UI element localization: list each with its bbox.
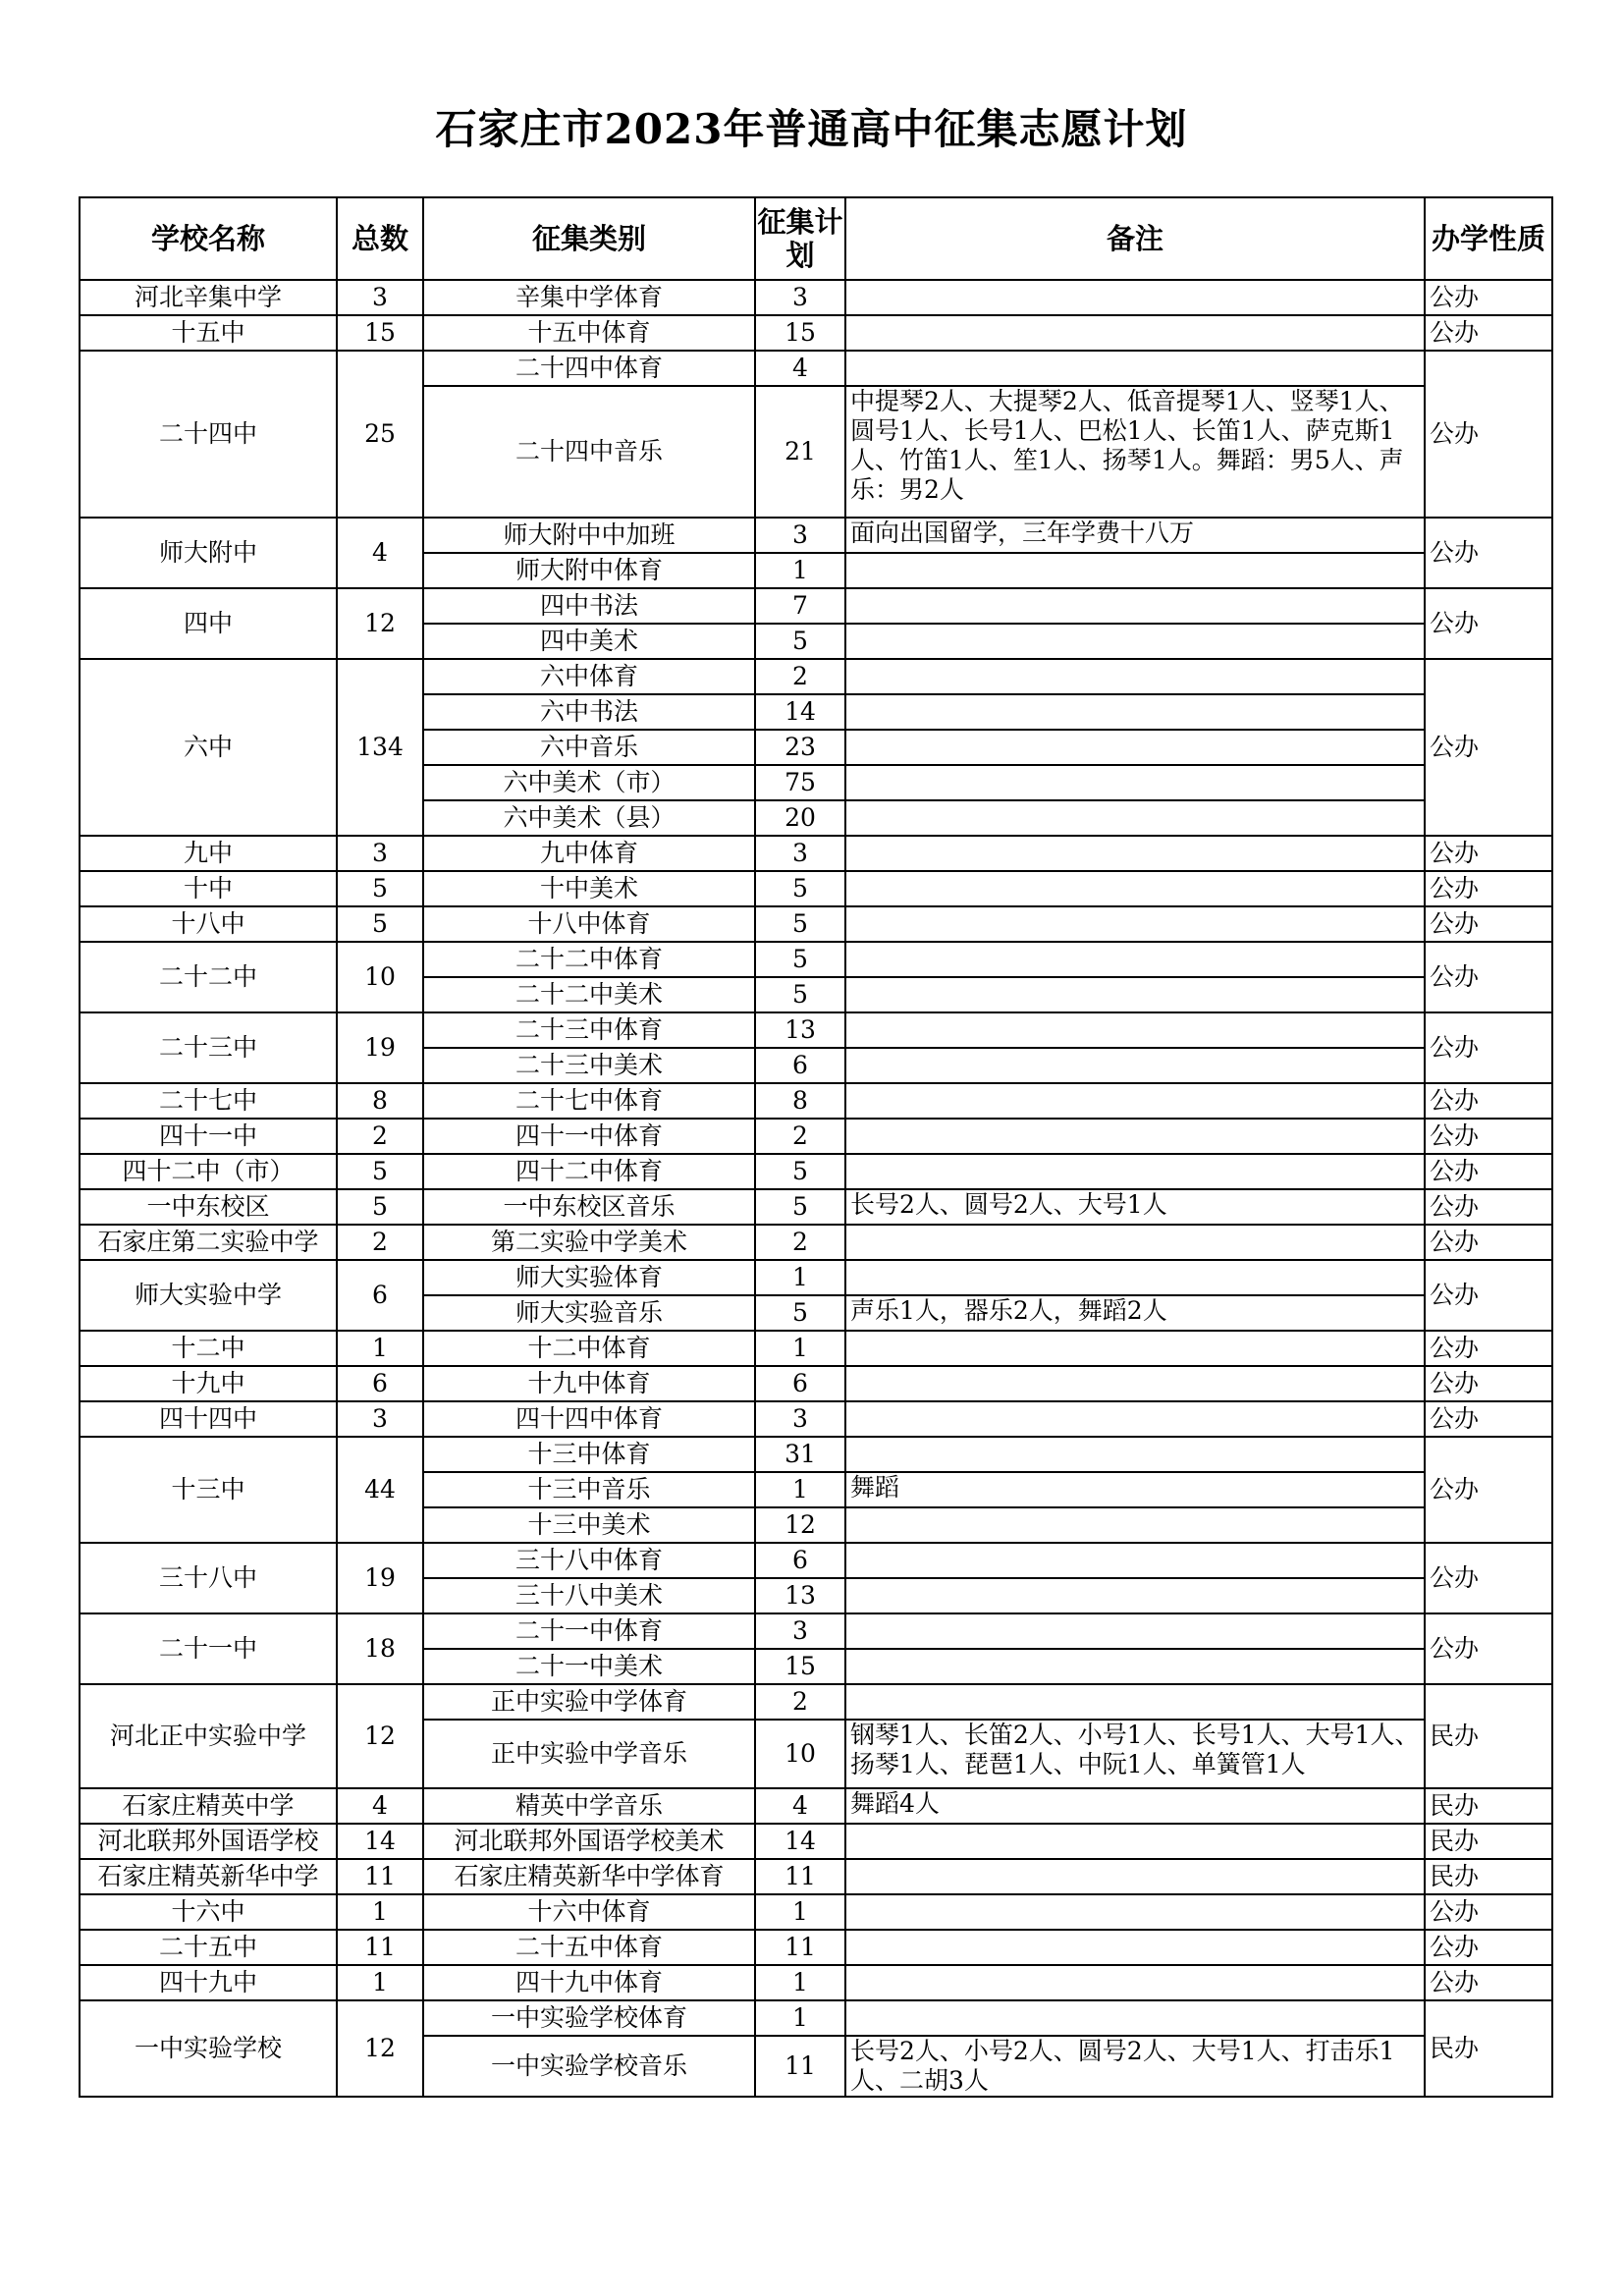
note-cell: 长号2人、小号2人、圆号2人、大号1人、打击乐1人、二胡3人 [845,2036,1425,2097]
plan-cell: 5 [755,906,845,942]
total-cell: 1 [337,1894,423,1930]
total-cell: 5 [337,1154,423,1189]
plan-cell: 1 [755,1260,845,1295]
school-name-cell: 四十二中（市） [80,1154,337,1189]
plan-cell: 14 [755,1824,845,1859]
note-cell [845,1437,1425,1472]
school-name-cell: 石家庄第二实验中学 [80,1225,337,1260]
plan-cell: 4 [755,351,845,386]
category-cell: 师大实验音乐 [423,1295,755,1331]
total-cell: 6 [337,1260,423,1331]
school-name-cell: 一中实验学校 [80,2000,337,2097]
category-cell: 二十二中体育 [423,942,755,977]
plan-cell: 13 [755,1578,845,1613]
table-row [80,1684,1552,1720]
plan-cell: 21 [755,386,845,518]
plan-cell: 5 [755,1295,845,1331]
note-cell [845,1119,1425,1154]
table-header-row [80,197,1552,280]
school-name-cell: 二十二中 [80,942,337,1012]
school-name-cell: 十中 [80,871,337,906]
plan-cell: 5 [755,942,845,977]
category-cell: 二十二中美术 [423,977,755,1012]
plan-cell: 10 [755,1720,845,1788]
nature-cell: 公办 [1425,351,1552,518]
plan-cell: 11 [755,1930,845,1965]
plan-cell: 11 [755,1859,845,1894]
plan-cell: 5 [755,624,845,659]
plan-cell: 1 [755,2000,845,2036]
school-name-cell: 九中 [80,836,337,871]
note-cell [845,871,1425,906]
nature-cell: 公办 [1425,280,1552,315]
table-row [80,518,1552,553]
plan-cell: 13 [755,1012,845,1048]
category-cell: 十中美术 [423,871,755,906]
category-cell: 六中美术（市） [423,765,755,800]
total-cell: 8 [337,1083,423,1119]
nature-cell: 公办 [1425,1189,1552,1225]
category-cell: 精英中学音乐 [423,1788,755,1824]
plan-cell: 1 [755,553,845,588]
header-category: 征集类别 [423,197,755,280]
plan-cell: 15 [755,1649,845,1684]
table-row [80,280,1552,315]
header-nature: 办学性质 [1425,197,1552,280]
plan-cell: 3 [755,518,845,553]
total-cell: 18 [337,1613,423,1684]
header-note: 备注 [845,197,1425,280]
total-cell: 44 [337,1437,423,1543]
nature-cell: 民办 [1425,1824,1552,1859]
category-cell: 十三中音乐 [423,1472,755,1507]
total-cell: 10 [337,942,423,1012]
category-cell: 十三中体育 [423,1437,755,1472]
nature-cell: 公办 [1425,1965,1552,2000]
enrollment-plan-table [79,196,1553,2098]
nature-cell: 公办 [1425,1154,1552,1189]
total-cell: 2 [337,1225,423,1260]
category-cell: 师大附中中加班 [423,518,755,553]
total-cell: 11 [337,1930,423,1965]
note-cell [845,659,1425,694]
category-cell: 四十九中体育 [423,1965,755,2000]
plan-cell: 7 [755,588,845,624]
category-cell: 河北联邦外国语学校美术 [423,1824,755,1859]
total-cell: 2 [337,1119,423,1154]
category-cell: 二十四中音乐 [423,386,755,518]
category-cell: 二十五中体育 [423,1930,755,1965]
table-row [80,1260,1552,1295]
school-name-cell: 师大附中 [80,518,337,588]
nature-cell: 公办 [1425,1119,1552,1154]
category-cell: 石家庄精英新华中学体育 [423,1859,755,1894]
table-row [80,1788,1552,1824]
plan-cell: 5 [755,871,845,906]
category-cell: 第二实验中学美术 [423,1225,755,1260]
note-cell [845,2000,1425,2036]
category-cell: 四十一中体育 [423,1119,755,1154]
school-name-cell: 十二中 [80,1331,337,1366]
plan-cell: 6 [755,1543,845,1578]
plan-cell: 3 [755,836,845,871]
header-plan: 征集计划 [755,197,845,280]
plan-cell: 6 [755,1048,845,1083]
table-row [80,2000,1552,2036]
category-cell: 二十一中体育 [423,1613,755,1649]
category-cell: 六中美术（县） [423,800,755,836]
total-cell: 11 [337,1859,423,1894]
table-row [80,1824,1552,1859]
nature-cell: 公办 [1425,1260,1552,1331]
note-cell [845,1684,1425,1720]
nature-cell: 民办 [1425,1684,1552,1788]
note-cell: 声乐1人，器乐2人，舞蹈2人 [845,1295,1425,1331]
category-cell: 四十四中体育 [423,1401,755,1437]
category-cell: 三十八中美术 [423,1578,755,1613]
plan-cell: 2 [755,1119,845,1154]
table-row [80,1613,1552,1649]
category-cell: 三十八中体育 [423,1543,755,1578]
total-cell: 3 [337,836,423,871]
note-cell [845,1965,1425,2000]
nature-cell: 公办 [1425,1401,1552,1437]
table-row [80,1225,1552,1260]
table-row [80,906,1552,942]
nature-cell: 民办 [1425,1788,1552,1824]
nature-cell: 公办 [1425,1331,1552,1366]
category-cell: 六中音乐 [423,730,755,765]
nature-cell: 公办 [1425,1366,1552,1401]
note-cell [845,1507,1425,1543]
note-cell [845,315,1425,351]
note-cell [845,1930,1425,1965]
table-row [80,351,1552,386]
note-cell [845,588,1425,624]
nature-cell: 公办 [1425,1437,1552,1543]
note-cell [845,836,1425,871]
category-cell: 辛集中学体育 [423,280,755,315]
table-row [80,1894,1552,1930]
category-cell: 十六中体育 [423,1894,755,1930]
school-name-cell: 四十一中 [80,1119,337,1154]
note-cell: 舞蹈 [845,1472,1425,1507]
school-name-cell: 十六中 [80,1894,337,1930]
total-cell: 3 [337,280,423,315]
note-cell [845,977,1425,1012]
table-row [80,871,1552,906]
note-cell [845,942,1425,977]
table-row [80,1083,1552,1119]
note-cell [845,553,1425,588]
note-cell [845,1260,1425,1295]
nature-cell: 民办 [1425,2000,1552,2097]
note-cell [845,1824,1425,1859]
note-cell: 钢琴1人、长笛2人、小号1人、长号1人、大号1人、扬琴1人、琵琶1人、中阮1人、单簧管1人 [845,1720,1425,1788]
total-cell: 15 [337,315,423,351]
table-row [80,659,1552,694]
plan-cell: 8 [755,1083,845,1119]
category-cell: 二十三中体育 [423,1012,755,1048]
category-cell: 师大实验体育 [423,1260,755,1295]
school-name-cell: 河北辛集中学 [80,280,337,315]
note-cell [845,1366,1425,1401]
plan-cell: 1 [755,1965,845,2000]
plan-cell: 3 [755,280,845,315]
nature-cell: 公办 [1425,1930,1552,1965]
school-name-cell: 二十一中 [80,1613,337,1684]
table-row [80,1401,1552,1437]
school-name-cell: 六中 [80,659,337,836]
school-name-cell: 十三中 [80,1437,337,1543]
page-title: 石家庄市2023年普通高中征集志愿计划 [435,105,1188,153]
plan-cell: 20 [755,800,845,836]
plan-cell: 6 [755,1366,845,1401]
category-cell: 十九中体育 [423,1366,755,1401]
plan-cell: 5 [755,1189,845,1225]
note-cell [845,1083,1425,1119]
note-cell [845,280,1425,315]
category-cell: 正中实验中学音乐 [423,1720,755,1788]
note-cell: 面向出国留学，三年学费十八万 [845,518,1425,553]
table-row [80,1119,1552,1154]
category-cell: 六中书法 [423,694,755,730]
note-cell [845,800,1425,836]
plan-cell: 12 [755,1507,845,1543]
category-cell: 十八中体育 [423,906,755,942]
note-cell [845,1012,1425,1048]
nature-cell: 公办 [1425,1543,1552,1613]
school-name-cell: 十九中 [80,1366,337,1401]
note-cell: 舞蹈4人 [845,1788,1425,1824]
header-school: 学校名称 [80,197,337,280]
plan-cell: 11 [755,2036,845,2097]
category-cell: 十二中体育 [423,1331,755,1366]
table-row [80,1331,1552,1366]
school-name-cell: 十五中 [80,315,337,351]
plan-cell: 23 [755,730,845,765]
category-cell: 二十四中体育 [423,351,755,386]
note-cell [845,1154,1425,1189]
category-cell: 六中体育 [423,659,755,694]
table-row [80,1543,1552,1578]
table-row [80,1930,1552,1965]
plan-cell: 5 [755,977,845,1012]
note-cell [845,1331,1425,1366]
header-total: 总数 [337,197,423,280]
plan-cell: 75 [755,765,845,800]
school-name-cell: 三十八中 [80,1543,337,1613]
plan-cell: 3 [755,1401,845,1437]
category-cell: 一中实验学校体育 [423,2000,755,2036]
plan-cell: 2 [755,1684,845,1720]
note-cell [845,906,1425,942]
nature-cell: 公办 [1425,1012,1552,1083]
plan-cell: 1 [755,1331,845,1366]
nature-cell: 公办 [1425,871,1552,906]
plan-cell: 2 [755,659,845,694]
table-row [80,942,1552,977]
school-name-cell: 河北正中实验中学 [80,1684,337,1788]
note-cell [845,1578,1425,1613]
category-cell: 四十二中体育 [423,1154,755,1189]
school-name-cell: 二十四中 [80,351,337,518]
school-name-cell: 二十三中 [80,1012,337,1083]
school-name-cell: 四中 [80,588,337,659]
table-row [80,1965,1552,2000]
note-cell [845,1613,1425,1649]
table-row [80,1437,1552,1472]
total-cell: 3 [337,1401,423,1437]
category-cell: 一中东校区音乐 [423,1189,755,1225]
plan-cell: 1 [755,1472,845,1507]
school-name-cell: 四十四中 [80,1401,337,1437]
category-cell: 二十七中体育 [423,1083,755,1119]
plan-cell: 3 [755,1613,845,1649]
school-name-cell: 石家庄精英新华中学 [80,1859,337,1894]
nature-cell: 公办 [1425,1613,1552,1684]
total-cell: 5 [337,1189,423,1225]
nature-cell: 公办 [1425,836,1552,871]
nature-cell: 公办 [1425,1083,1552,1119]
school-name-cell: 一中东校区 [80,1189,337,1225]
note-cell [845,694,1425,730]
note-cell [845,1401,1425,1437]
plan-cell: 15 [755,315,845,351]
note-cell [845,1894,1425,1930]
school-name-cell: 四十九中 [80,1965,337,2000]
table-body [80,280,1552,2097]
table-row [80,315,1552,351]
total-cell: 12 [337,1684,423,1788]
table-row [80,1859,1552,1894]
category-cell: 二十三中美术 [423,1048,755,1083]
plan-cell: 5 [755,1154,845,1189]
note-cell [845,730,1425,765]
nature-cell: 公办 [1425,1894,1552,1930]
table-row [80,1189,1552,1225]
table-row [80,1366,1552,1401]
plan-cell: 14 [755,694,845,730]
note-cell [845,624,1425,659]
note-cell [845,1859,1425,1894]
total-cell: 5 [337,906,423,942]
total-cell: 6 [337,1366,423,1401]
category-cell: 四中美术 [423,624,755,659]
nature-cell: 民办 [1425,1859,1552,1894]
total-cell: 19 [337,1012,423,1083]
table-row [80,588,1552,624]
total-cell: 1 [337,1965,423,2000]
note-cell [845,1225,1425,1260]
total-cell: 14 [337,1824,423,1859]
category-cell: 九中体育 [423,836,755,871]
total-cell: 19 [337,1543,423,1613]
note-cell [845,1649,1425,1684]
note-cell [845,765,1425,800]
category-cell: 四中书法 [423,588,755,624]
school-name-cell: 二十七中 [80,1083,337,1119]
nature-cell: 公办 [1425,659,1552,836]
nature-cell: 公办 [1425,942,1552,1012]
nature-cell: 公办 [1425,315,1552,351]
school-name-cell: 石家庄精英中学 [80,1788,337,1824]
plan-cell: 1 [755,1894,845,1930]
total-cell: 134 [337,659,423,836]
table-row [80,1012,1552,1048]
total-cell: 12 [337,2000,423,2097]
category-cell: 正中实验中学体育 [423,1684,755,1720]
note-cell [845,1543,1425,1578]
total-cell: 5 [337,871,423,906]
total-cell: 1 [337,1331,423,1366]
school-name-cell: 二十五中 [80,1930,337,1965]
category-cell: 十三中美术 [423,1507,755,1543]
category-cell: 二十一中美术 [423,1649,755,1684]
nature-cell: 公办 [1425,518,1552,588]
category-cell: 一中实验学校音乐 [423,2036,755,2097]
school-name-cell: 师大实验中学 [80,1260,337,1331]
total-cell: 4 [337,518,423,588]
school-name-cell: 十八中 [80,906,337,942]
total-cell: 25 [337,351,423,518]
table-row [80,1154,1552,1189]
plan-cell: 31 [755,1437,845,1472]
nature-cell: 公办 [1425,1225,1552,1260]
total-cell: 12 [337,588,423,659]
note-cell: 中提琴2人、大提琴2人、低音提琴1人、竖琴1人、圆号1人、长号1人、巴松1人、长笛1人、萨克斯1人、竹笛1人、笙1人、扬琴1人。舞蹈：男5人、声乐：男2人 [845,386,1425,518]
plan-cell: 2 [755,1225,845,1260]
note-cell: 长号2人、圆号2人、大号1人 [845,1189,1425,1225]
nature-cell: 公办 [1425,588,1552,659]
category-cell: 师大附中体育 [423,553,755,588]
school-name-cell: 河北联邦外国语学校 [80,1824,337,1859]
note-cell [845,1048,1425,1083]
table-row [80,836,1552,871]
note-cell [845,351,1425,386]
category-cell: 十五中体育 [423,315,755,351]
plan-cell: 4 [755,1788,845,1824]
total-cell: 4 [337,1788,423,1824]
nature-cell: 公办 [1425,906,1552,942]
